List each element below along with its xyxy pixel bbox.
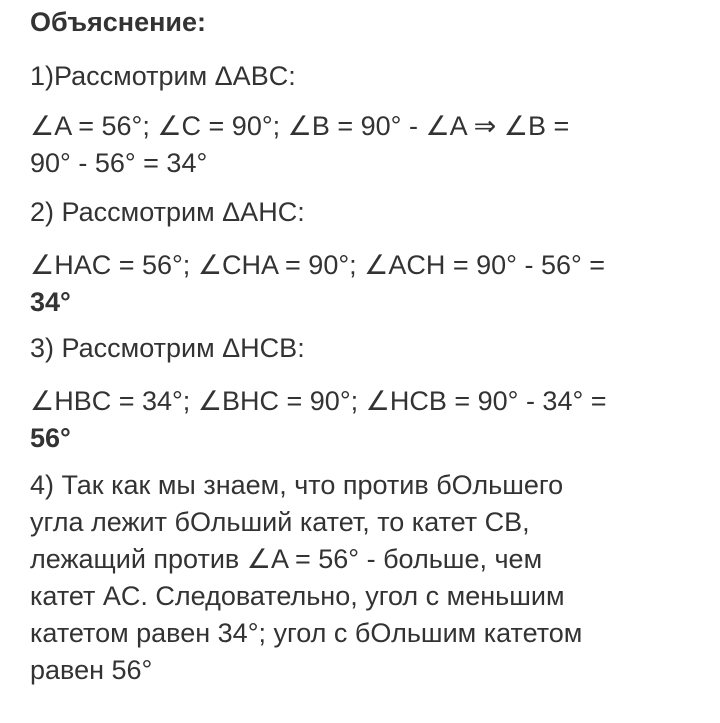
step4-line-3: лежащий против ∠A = 56° - больше, чем [30, 544, 543, 574]
step4-line-4: катет AC. Следовательно, угол с меньшим [30, 581, 565, 611]
step2-title: 2) Рассмотрим ΔAHC: [30, 197, 305, 227]
step2-result: 34° [30, 287, 71, 317]
step3-line1: ∠HBC = 34°; ∠BHC = 90°; ∠HCB = 90° - 34° = [30, 386, 607, 416]
step3-result: 56° [30, 423, 71, 453]
explanation-heading: Объяснение: [30, 7, 207, 37]
step1-line1: ∠A = 56°; ∠C = 90°; ∠B = 90° - ∠A ⇒ ∠B = [30, 111, 570, 141]
step3-title: 3) Рассмотрим ΔHCB: [30, 333, 305, 363]
step1-title: 1)Рассмотрим ΔABC: [30, 61, 296, 91]
step4-line-5: катетом равен 34°; угол с бОльшим катетом [30, 618, 583, 648]
step4-line-6: равен 56° [30, 655, 153, 685]
step4-line-2: угла лежит бОльший катет, то катет CB, [30, 507, 530, 537]
step4-line-1: 4) Так как мы знаем, что против бОльшего [30, 470, 564, 500]
step1-line2: 90° - 56° = 34° [30, 148, 208, 178]
step2-line1: ∠HAC = 56°; ∠CHA = 90°; ∠ACH = 90° - 56° = [30, 250, 606, 280]
